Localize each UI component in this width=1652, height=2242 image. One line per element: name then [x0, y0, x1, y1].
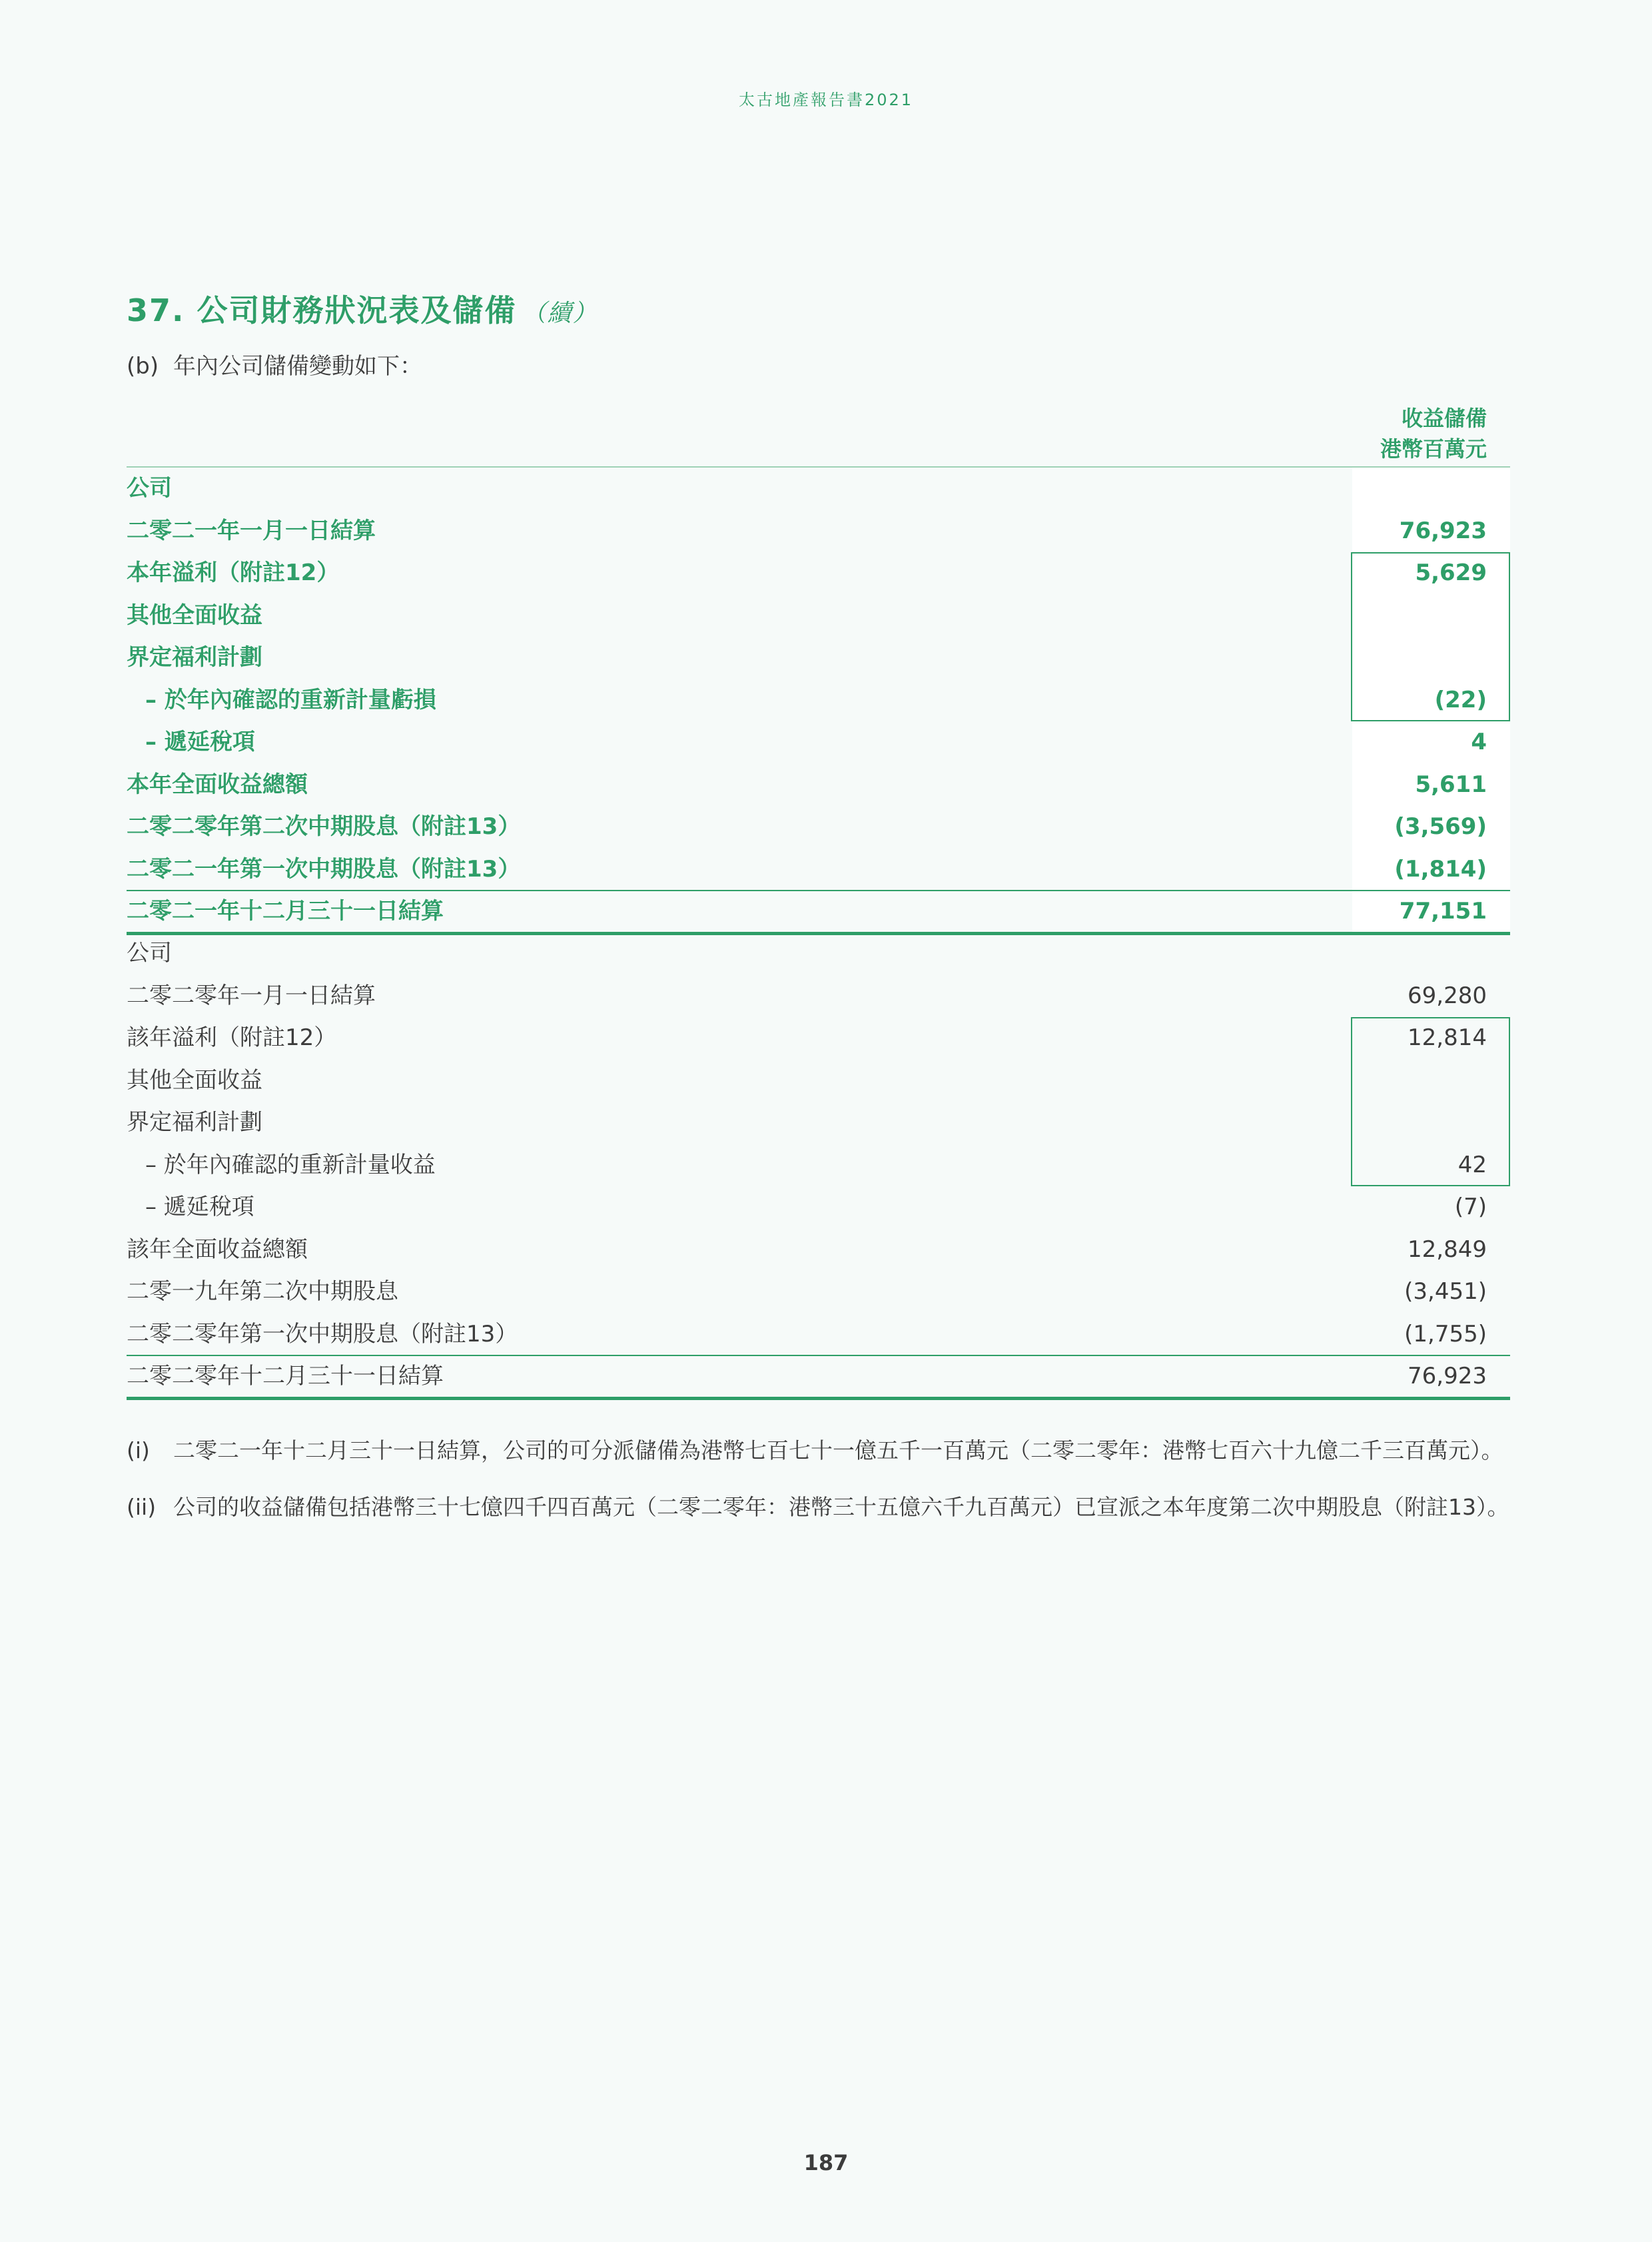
row-label: 界定福利計劃: [127, 644, 262, 671]
row-label: – 遞延稅項: [145, 729, 255, 755]
table-row: [127, 1144, 1510, 1187]
table-row: [127, 637, 1510, 679]
column-header-line2: 港幣百萬元: [1380, 436, 1487, 462]
table-row: [127, 849, 1510, 891]
row-value: 76,923: [1399, 517, 1487, 544]
row-label: – 遞延稅項: [145, 1194, 254, 1220]
row-label: 公司: [127, 475, 172, 502]
row-label: 二零二一年第一次中期股息（附註13）: [127, 855, 521, 883]
subheading-text: 年內公司儲備變動如下：: [173, 353, 422, 380]
row-value: 76,923: [1408, 1363, 1487, 1389]
column-header: [1380, 403, 1487, 464]
table-row: [127, 679, 1510, 722]
footnote-text: 公司的收益儲備包括港幣三十七億四千四百萬元（二零二零年：港幣三十五億六千九百萬元）已宣派之本年度第二次中期股息（附註13）。: [173, 1494, 1509, 1520]
row-label: 公司: [127, 940, 172, 966]
table-row: [127, 764, 1510, 807]
table-row: [127, 1017, 1510, 1060]
table-row: [127, 1060, 1510, 1102]
table-row: [127, 468, 1510, 510]
section-title: [127, 286, 598, 330]
table-row: [127, 1313, 1510, 1356]
running-header: 太古地產報告書2021: [738, 91, 914, 109]
footnote-i: [127, 1432, 1510, 1469]
reserves-table-2021: [127, 466, 1510, 933]
row-value: 5,629: [1415, 560, 1487, 586]
table-row: [127, 552, 1510, 595]
row-value: 42: [1457, 1151, 1487, 1178]
row-value: 5,611: [1415, 771, 1487, 798]
table-row-total: [127, 891, 1510, 933]
footnotes: [127, 1432, 1510, 1545]
row-value: (22): [1434, 686, 1487, 713]
row-value: (7): [1454, 1194, 1487, 1220]
row-label: – 於年內確認的重新計量虧損: [145, 686, 436, 713]
row-value: (3,451): [1404, 1278, 1487, 1305]
row-label: 二零二一年一月一日結算: [127, 517, 376, 544]
row-label: 其他全面收益: [127, 601, 262, 629]
row-label: 二零二零年一月一日結算: [127, 982, 376, 1009]
table-row: [127, 1271, 1510, 1313]
row-value: 69,280: [1408, 982, 1487, 1009]
row-value: (1,755): [1404, 1320, 1487, 1347]
row-label: 本年全面收益總額: [127, 771, 308, 798]
row-value: (3,569): [1394, 813, 1487, 840]
row-value: 4: [1471, 729, 1487, 755]
row-label: 二零一九年第二次中期股息: [127, 1278, 398, 1305]
row-label: – 於年內確認的重新計量收益: [145, 1151, 436, 1178]
table-row: [127, 595, 1510, 637]
footnote-text: 二零二一年十二月三十一日結算，公司的可分派儲備為港幣七百七十一億五千一百萬元（二零二零年：港幣七百六十九億二千三百萬元）。: [173, 1437, 1503, 1463]
row-label: 界定福利計劃: [127, 1109, 262, 1136]
table-row: [127, 721, 1510, 764]
row-label: 該年溢利（附註12）: [127, 1024, 337, 1051]
row-label: 其他全面收益: [127, 1066, 262, 1094]
row-label: 二零二零年第一次中期股息（附註13）: [127, 1320, 518, 1347]
table-row-total: [127, 1355, 1510, 1398]
subheading: [127, 348, 422, 380]
page-number: 187: [803, 2150, 849, 2175]
continued-label: （續）: [522, 300, 598, 327]
row-label: 二零二零年第二次中期股息（附註13）: [127, 813, 521, 840]
table-row: [127, 806, 1510, 849]
row-label: 該年全面收益總額: [127, 1236, 308, 1263]
row-label: 二零二零年十二月三十一日結算: [127, 1363, 444, 1389]
row-label: 本年溢利（附註12）: [127, 560, 340, 586]
table-row: [127, 975, 1510, 1018]
row-value: (1,814): [1394, 855, 1487, 883]
footnote-ii: [127, 1489, 1510, 1525]
footnote-marker: (i): [127, 1437, 150, 1463]
table-row: [127, 510, 1510, 553]
table-row: [127, 933, 1510, 975]
table-row: [127, 1102, 1510, 1144]
section-title-text: 37. 公司財務狀況表及儲備: [127, 292, 517, 328]
table-row: [127, 1186, 1510, 1229]
reserves-table-2020: [127, 933, 1510, 1398]
row-value: 12,814: [1408, 1024, 1487, 1051]
column-header-line1: 收益儲備: [1401, 406, 1487, 431]
subheading-marker: (b): [127, 353, 159, 380]
footnote-marker: (ii): [127, 1494, 157, 1520]
table-row: [127, 1229, 1510, 1272]
row-value: 77,151: [1399, 898, 1487, 925]
row-value: 12,849: [1408, 1236, 1487, 1263]
row-label: 二零二一年十二月三十一日結算: [127, 898, 444, 925]
